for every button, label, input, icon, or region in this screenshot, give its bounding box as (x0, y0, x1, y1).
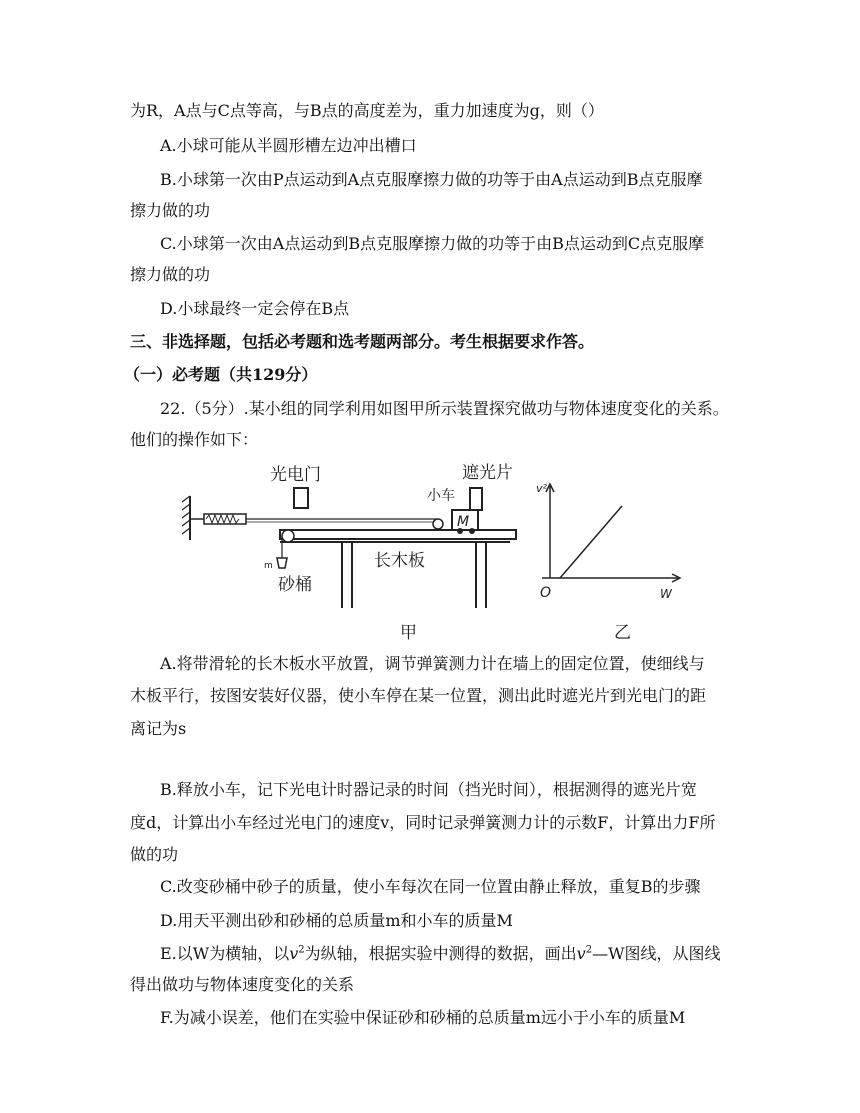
step-c: C.改变砂桶中砂子的质量，使小车每次在同一位置由静止释放，重复B的步骤 (160, 877, 701, 896)
step-a-cont: 木板平行，按图安装好仪器，使小车停在某一位置，测出此时遮光片到光电门的距 (130, 686, 707, 705)
option-a: A.小球可能从半圆形槽左边冲出槽口 (160, 136, 417, 155)
step-e-cont: 得出做功与物体速度变化的关系 (130, 975, 355, 994)
label-yi: 乙 (614, 623, 631, 643)
label-cart-mass: M (457, 514, 470, 530)
option-d: D.小球最终一定会停在B点 (160, 299, 350, 318)
label-bucket: 砂桶 (278, 575, 312, 595)
superscript-2: 2 (298, 944, 305, 956)
label-cart: 小车 (427, 488, 455, 504)
symbol-v-2: v (576, 944, 586, 963)
step-e (160, 944, 721, 964)
step-e-part1: E.以W为横轴，以 (160, 944, 290, 963)
label-origin: O (540, 585, 552, 601)
label-board: 长木板 (374, 551, 425, 571)
symbol-v: v (289, 944, 299, 963)
section-heading: 三、非选择题，包括必考题和选考题两部分。考生根据要求作答。 (130, 332, 595, 351)
option-c: C.小球第一次由A点运动到B点克服摩擦力做的功等于由B点运动到C点克服摩 (160, 234, 705, 253)
label-shade-plate: 遮光片 (462, 463, 513, 483)
graph-line (560, 506, 622, 578)
step-f: F.为减小误差，他们在实验中保证砂和砂桶的总质量m远小于小车的质量M (160, 1008, 686, 1027)
label-v2: v² (536, 482, 547, 495)
label-w-axis: W (660, 587, 672, 601)
text-line-1: 为R，A点与C点等高，与B点的高度差为，重力加速度为g，则（） (130, 101, 604, 120)
option-b: B.小球第一次由P点运动到A点克服摩擦力做的功等于由A点运动到B点克服摩 (160, 170, 703, 189)
option-b-cont: 擦力做的功 (130, 201, 211, 220)
label-photogate: 光电门 (270, 465, 321, 485)
step-b-cont: 度d，计算出小车经过光电门的速度v，同时记录弹簧测力计的示数F，计算出力F所 (130, 813, 716, 832)
step-e-part3: —W图线，从图线 (592, 944, 721, 963)
question-22: 22.（5分）.某小组的同学利用如图甲所示装置探究做功与物体速度变化的关系。 (160, 399, 729, 418)
option-c-cont: 擦力做的功 (130, 265, 211, 284)
label-jia: 甲 (400, 623, 417, 643)
step-e-part2: 为纵轴，根据实验中测得的数据，画出 (304, 944, 577, 963)
step-a: A.将带滑轮的长木板水平放置，调节弹簧测力计在墙上的固定位置，使细线与 (160, 654, 705, 673)
superscript-2b: 2 (585, 944, 593, 956)
step-b: B.释放小车，记下光电计时器记录的时间（挡光时间），根据测得的遮光片宽 (160, 780, 697, 799)
step-a-cont2: 离记为s (130, 719, 187, 738)
question-22-cont: 他们的操作如下： (130, 430, 259, 449)
step-b-cont2: 做的功 (130, 845, 179, 864)
step-d: D.用天平测出砂和砂桶的总质量m和小车的质量M (160, 911, 513, 930)
subsection-heading: （一）必考题（共129分） (124, 365, 318, 384)
experiment-figure (180, 458, 700, 648)
label-bucket-mass: m (264, 561, 273, 571)
